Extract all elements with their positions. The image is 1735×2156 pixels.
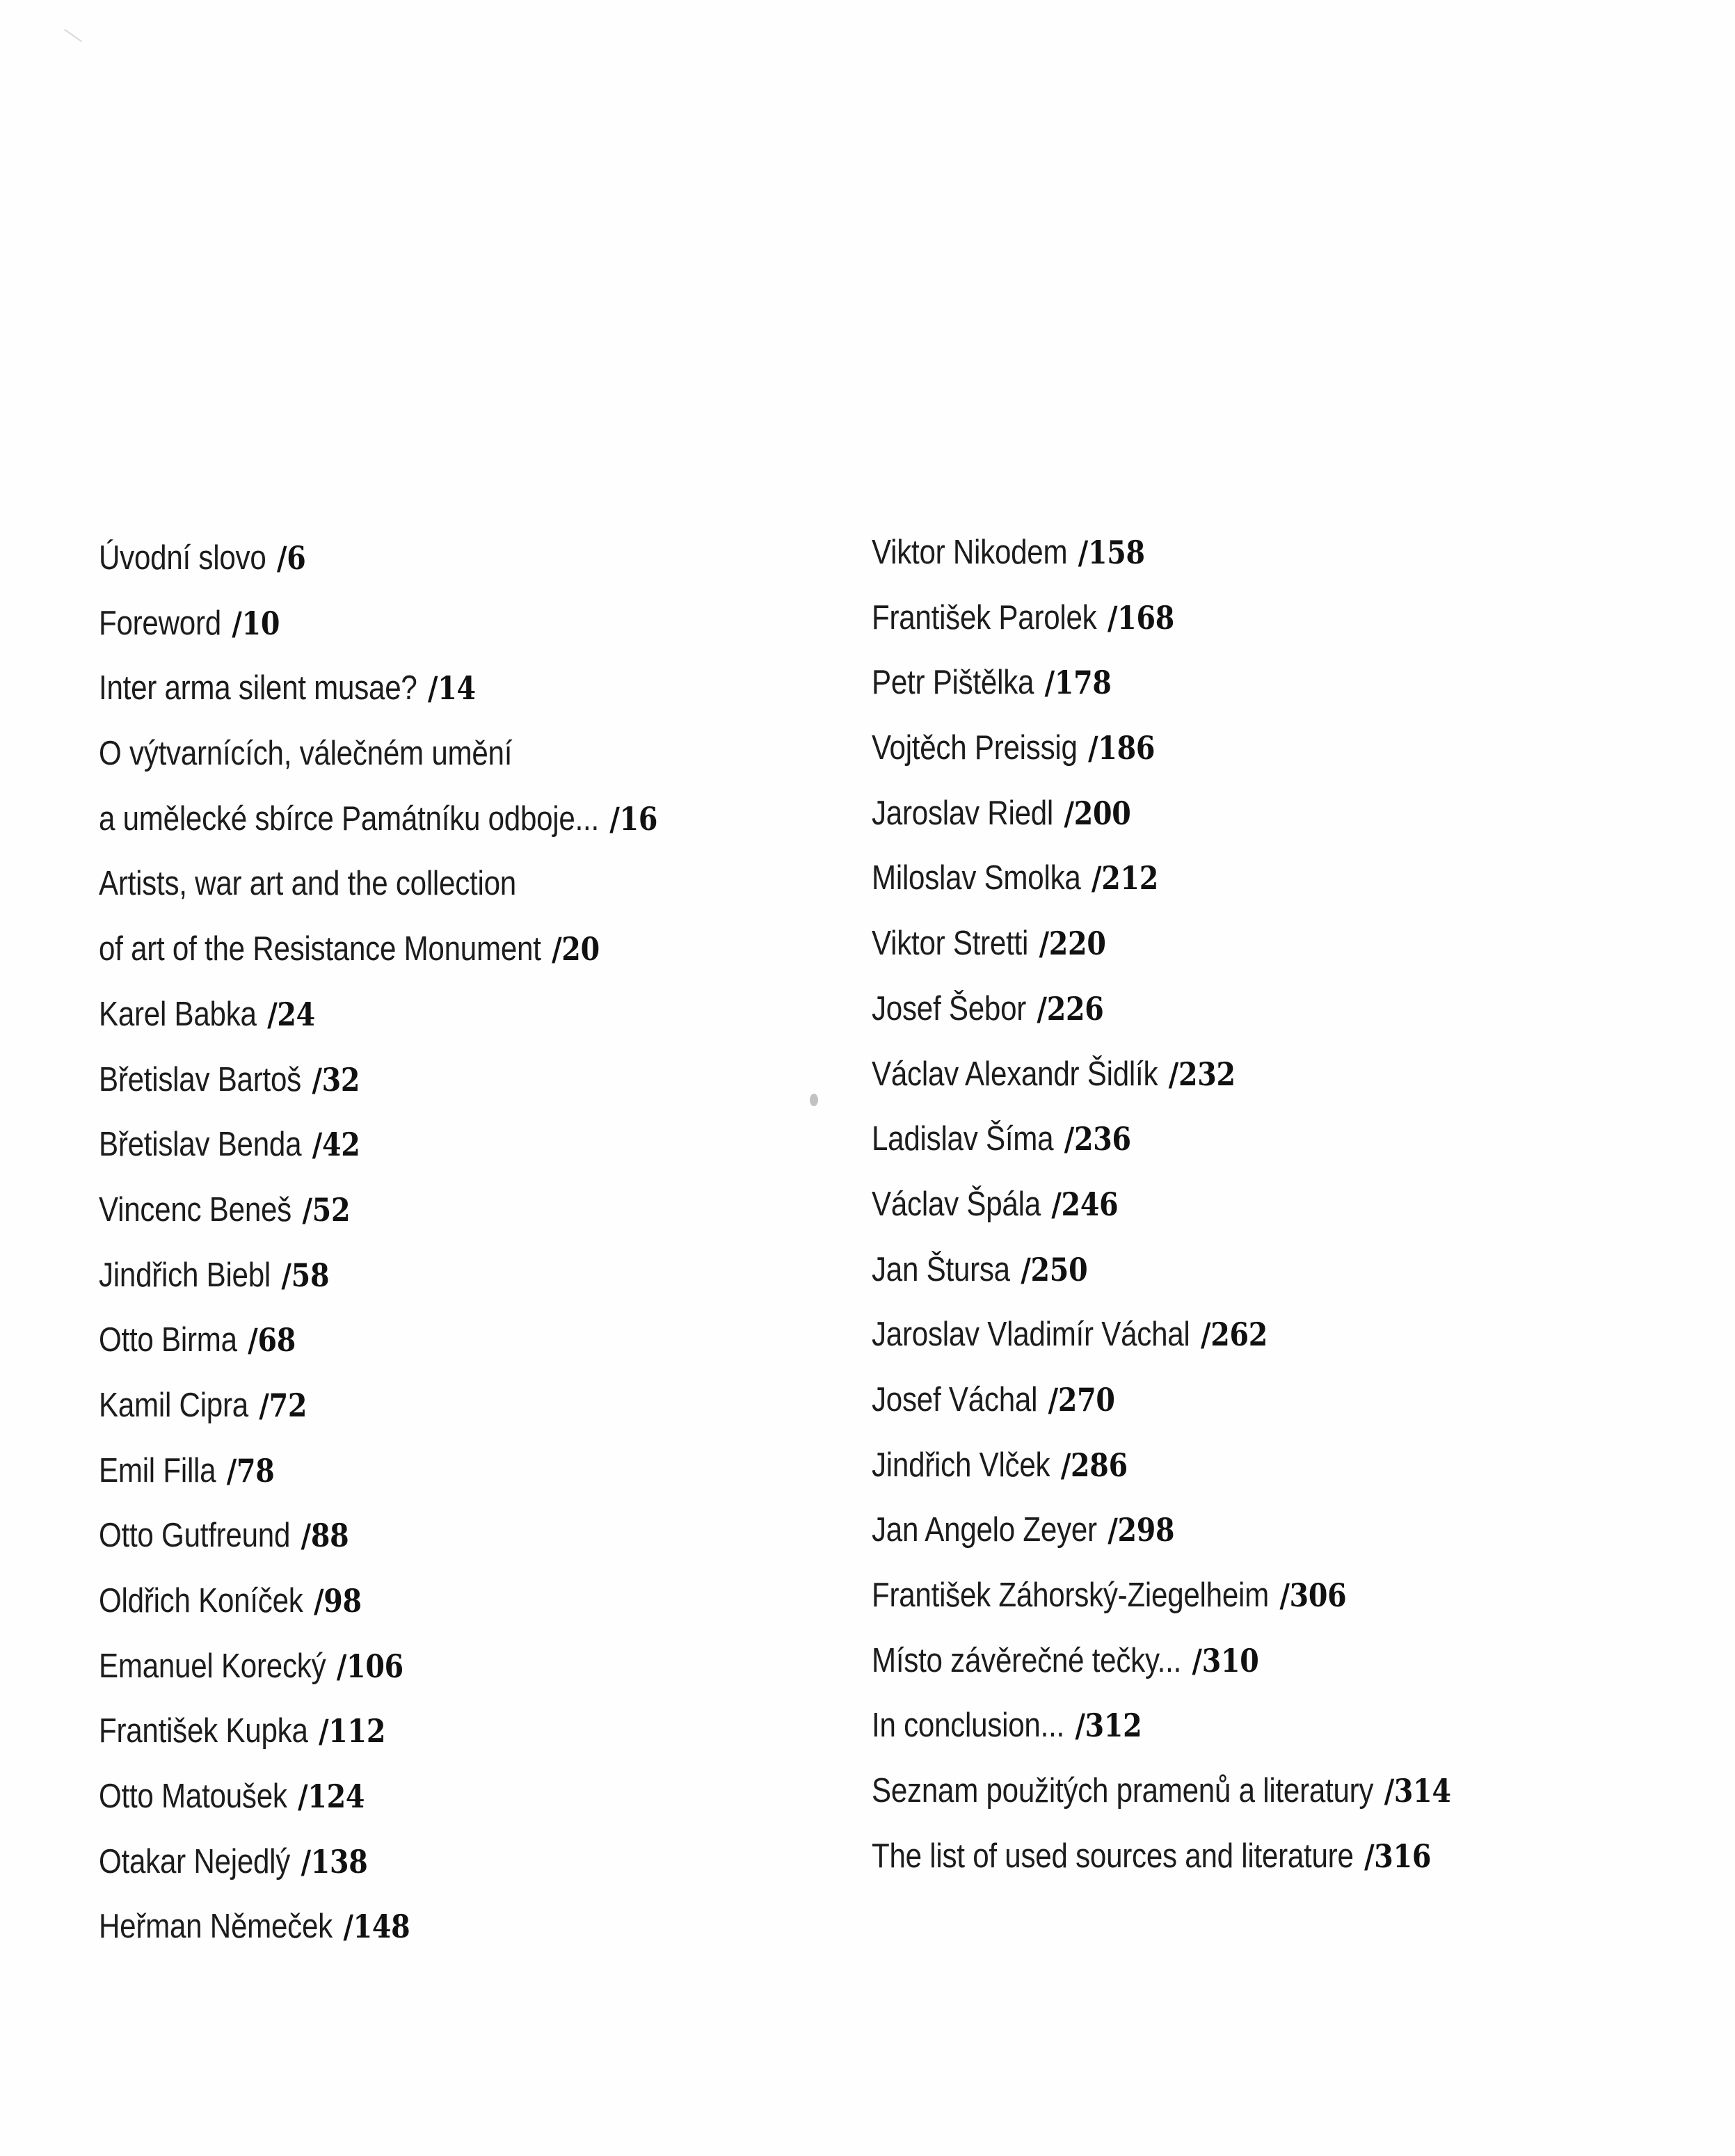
toc-entry-page: /78 [226,1451,275,1490]
toc-entry [99,656,745,721]
toc-entry-page: /250 [1021,1250,1088,1288]
toc-entry-page: /312 [1075,1707,1142,1745]
toc-entry-title: Jan Štursa [872,1250,1010,1288]
toc-entry [872,1302,1590,1368]
toc-entry-title: Kamil Cipra [99,1386,248,1424]
toc-entry-title: Emanuel Korecký [99,1647,326,1685]
toc-entry [99,1439,745,1504]
toc-entry-page: /200 [1064,794,1131,832]
toc-entry-title: Heřman Němeček [99,1908,333,1946]
toc-entry [99,591,745,657]
toc-entry-title: Jaroslav Vladimír Váchal [872,1316,1190,1354]
toc-entry-page: /112 [319,1712,386,1750]
toc-entry [872,586,1590,651]
toc-entry [99,721,745,787]
toc-entry-page: /316 [1364,1837,1432,1875]
toc-entry-title: In conclusion... [872,1707,1064,1745]
toc-entry [99,1699,745,1764]
toc-entry [872,1824,1590,1890]
toc-entry [99,1894,745,1960]
toc-entry [99,1830,745,1895]
toc-entry [872,650,1590,716]
toc-entry-page: /106 [336,1647,403,1685]
toc-entry-title: Seznam použitých pramenů a literatury [872,1772,1374,1810]
toc-entry [99,1503,745,1569]
toc-entry-title: Jaroslav Riedl [872,794,1054,832]
toc-entry-title: Foreword [99,604,221,642]
toc-entry [99,526,745,591]
toc-entry-title: Miloslav Smolka [872,859,1081,897]
toc-entry-title: Otakar Nejedlý [99,1842,291,1880]
toc-entry-title: Břetislav Bartoš [99,1060,301,1099]
toc-entry-page: /314 [1384,1772,1451,1810]
toc-entry-title: Petr Pištělka [872,664,1034,702]
toc-entry-title: Místo závěrečné tečky... [872,1641,1182,1679]
toc-entry-page: /6 [276,539,306,577]
toc-entry-title: Inter arma silent musae? [99,669,417,708]
toc-entry [872,846,1590,911]
toc-entry-title: of art of the Resistance Monument [99,930,541,968]
toc-entry-title: Viktor Stretti [872,925,1029,963]
toc-entry-title: Oldřich Koníček [99,1582,303,1620]
toc-entry [99,852,745,917]
toc-entry [99,917,745,982]
toc-entry-title: Jindřich Biebl [99,1256,271,1294]
toc-entry-page: /236 [1064,1120,1131,1158]
toc-entry-title: František Kupka [99,1712,308,1750]
toc-entry-page: /212 [1092,859,1159,897]
toc-entry-page: /14 [428,669,476,708]
toc-entry-page: /42 [312,1126,360,1164]
toc-entry-title: Josef Váchal [872,1380,1038,1419]
toc-entry [872,1172,1590,1238]
toc-entry [872,1629,1590,1694]
toc-entry-page: /310 [1192,1641,1259,1679]
toc-entry-title: Jindřich Vlček [872,1446,1050,1484]
toc-entry-title: O výtvarnících, válečném umění [99,735,513,773]
toc-entry-title: a umělecké sbírce Památníku odboje... [99,799,599,838]
toc-entry [99,787,745,852]
toc-entry-page: /178 [1044,664,1112,702]
toc-entry-page: /20 [552,930,600,968]
toc-entry-page: /262 [1201,1316,1268,1354]
toc-entry [99,1048,745,1113]
toc-entry [872,1498,1590,1563]
toc-entry-page: /148 [343,1908,410,1946]
toc-entry-page: /10 [232,604,280,642]
toc-entry-title: Úvodní slovo [99,539,266,577]
toc-entry-title: František Parolek [872,598,1097,637]
toc-entry-title: Jan Angelo Zeyer [872,1511,1097,1549]
toc-entry [99,1308,745,1373]
toc-entry-page: /52 [302,1190,351,1229]
toc-entry-page: /72 [259,1386,307,1424]
toc-entry-page: /246 [1051,1185,1119,1223]
toc-entry-title: Otto Matoušek [99,1778,287,1816]
toc-entry-page: /124 [298,1778,365,1816]
toc-entry [99,1373,745,1439]
toc-entry [872,1563,1590,1629]
toc-entry-title: Ladislav Šíma [872,1120,1054,1158]
toc-entry-page: /158 [1078,534,1145,571]
toc-entry-title: Karel Babka [99,995,257,1033]
toc-entry-title: Otto Gutfreund [99,1517,291,1555]
toc-entry [99,1243,745,1309]
toc-entry-title: Břetislav Benda [99,1126,302,1164]
toc-entry-page: /220 [1039,925,1106,963]
toc-entry-title: The list of used sources and literature [872,1837,1354,1875]
toc-entry-title: František Záhorský-Ziegelheim [872,1576,1269,1614]
toc-entry [99,1634,745,1700]
toc-entry [872,716,1590,781]
toc-entry [872,1042,1590,1108]
toc-entry-page: /186 [1088,729,1156,767]
toc-entry-page: /286 [1060,1446,1128,1484]
toc-entry-title: Josef Šebor [872,989,1027,1028]
toc-entry [872,520,1590,586]
toc-entry-page: /58 [281,1256,330,1294]
toc-entry-title: Václav Špála [872,1185,1041,1223]
toc-entry-page: /226 [1037,989,1104,1028]
scan-mark [64,29,82,42]
toc-entry-page: /68 [248,1321,296,1359]
toc-entry-page: /168 [1107,598,1174,637]
toc-entry-title: Václav Alexandr Šidlík [872,1055,1158,1093]
toc-entry [872,977,1590,1042]
toc-entry-page: /306 [1279,1576,1347,1614]
toc-entry-page: /24 [267,995,315,1033]
toc-column-left [99,526,850,1960]
toc-entry-page: /16 [609,799,658,838]
toc-entry-title: Otto Birma [99,1321,237,1359]
toc-entry [99,1569,745,1634]
toc-entry-page: /232 [1168,1055,1236,1093]
toc-entry-title: Artists, war art and the collection [99,865,516,903]
toc-entry-page: /32 [312,1060,360,1099]
toc-column-right [872,520,1706,1889]
toc-entry-title: Vincenc Beneš [99,1190,292,1229]
toc-entry-page: /138 [301,1842,368,1880]
toc-entry [99,1178,745,1243]
toc-entry [872,911,1590,977]
toc-entry [99,1112,745,1178]
toc-entry-page: /298 [1108,1511,1175,1549]
toc-entry [872,1433,1590,1499]
toc-entry [872,1238,1590,1303]
toc-entry [99,1764,745,1830]
toc-entry [872,781,1590,847]
toc-entry-title: Emil Filla [99,1451,216,1490]
toc-entry-title: Viktor Nikodem [872,534,1068,571]
toc-entry [872,1368,1590,1433]
toc-entry-title: Vojtěch Preissig [872,729,1078,767]
toc-entry-page: /270 [1048,1380,1115,1419]
toc-entry [872,1693,1590,1759]
toc-entry [872,1107,1590,1172]
toc-entry-page: /98 [314,1582,362,1620]
toc-entry-page: /88 [301,1517,349,1555]
toc-entry [872,1759,1590,1824]
toc-entry [99,982,745,1048]
